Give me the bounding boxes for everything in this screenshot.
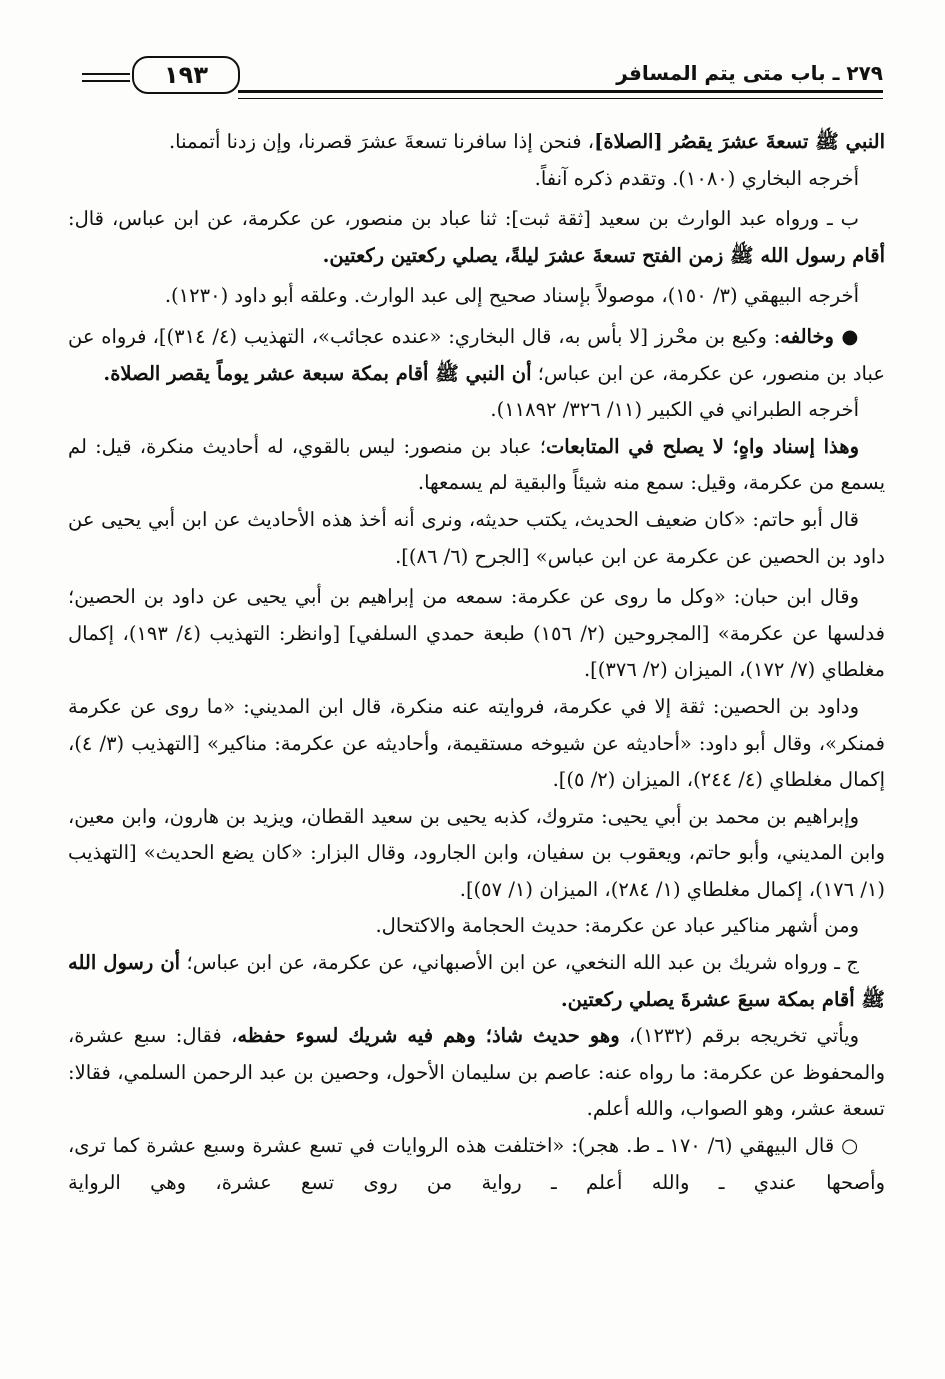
text-run: ويأتي تخريجه برقم (١٢٣٢)، [619, 1024, 859, 1048]
paragraph [68, 124, 885, 161]
text-run: ب ـ ورواه عبد الوارث بن سعيد [ثقة ثبت]: ثنا عباد بن منصور، عن عكرمة، عن ابن عباس، قال: [68, 207, 859, 231]
text-run: ج ـ ورواه شريك بن عبد الله النخعي، عن ابن الأصبهاني، عن عكرمة، عن ابن عباس؛ [180, 951, 860, 975]
paragraph [68, 161, 885, 198]
page-number: ١٩٣ [132, 56, 240, 94]
text-run: وإبراهيم بن محمد بن أبي يحيى: متروك، كذبه يحيى بن سعيد القطان، ويزيد بن هارون، وابن معين، وابن المديني، وأبو حاتم، ويعقوب بن سفيان، وابن الجارود، وقال البزار: «كان يضع الحديث» [التهذيب (١/ ١٧٦)، إكمال مغلطاي (١/ ٢٨٤)، الميزان (١/ ٥٧)]. [68, 804, 885, 901]
paragraph [68, 429, 885, 502]
bold-text: وهو حديث شاذ؛ وهم فيه شريك لسوء حفظه [237, 1024, 620, 1048]
page-header [82, 58, 883, 104]
bold-text: النبي ﷺ تسعةَ عشرَ يقصُر [الصلاة] [594, 130, 885, 153]
text-run: أخرجه الطبراني في الكبير (١١/ ٣٢٦/ ١١٨٩٢). [490, 398, 859, 422]
text-run: أخرجه البخاري (١٠٨٠). وتقدم ذكره آنفاً. [534, 166, 859, 190]
bold-text: أقام رسول الله ﷺ زمن الفتح تسعةَ عشرَ ليلةً، يصلي ركعتين ركعتين. [322, 243, 885, 267]
paragraph [68, 579, 885, 689]
paragraph [68, 392, 885, 429]
paragraph [68, 1018, 885, 1128]
bold-text: وهذا إسناد واهٍ؛ لا يصلح في المتابعات [545, 434, 859, 458]
header-rule-left [82, 73, 130, 82]
chapter-title: ٢٧٩ ـ باب متى يتم المسافر [616, 61, 883, 85]
text-run: قال أبو حاتم: «كان ضعيف الحديث، يكتب حديثه، ونرى أنه أخذ هذه الأحاديث عن ابن أبي يحيى عن داود بن الحصين عن عكرمة عن ابن عباس» [الجرح (٦/ ٨٦)]. [68, 507, 885, 568]
bold-text: أن النبي ﷺ أقام بمكة سبعة عشر يوماً يقصر الصلاة. [103, 361, 532, 385]
paragraph [68, 908, 885, 945]
text-run: ومن أشهر مناكير عباد عن عكرمة: حديث الحجامة والاكتحال. [375, 914, 859, 938]
text-run: وداود بن الحصين: ثقة إلا في عكرمة، فروايته عنه منكرة، قال ابن المديني: «ما روى عن عكرمة فمنكر»، وقال أبو داود: «أحاديثه عن شيوخه مستقيمة، وأحاديثه عن عكرمة: مناكير» [التهذيب (٣/ ٤)، إكمال مغلطاي (٤/ ٢٤٤)، الميزان (٢/ ٥)]. [68, 694, 885, 792]
header-rule [238, 90, 883, 99]
text-run: ○ قال البيهقي (٦/ ١٧٠ ـ ط. هجر): «اختلفت هذه الروايات في تسع عشرة وسبع عشرة كما ترى، وأصحها عندي ـ والله أعلم ـ رواية من روى تسع عشرة، وهي الرواية [68, 1134, 885, 1194]
text-run: : وكيع بن محْرز [لا بأس به، قال البخاري: «عنده عجائب»، التهذيب (٤/ ٣١٤)]، فرواه عن عباد بن منصور، عن عكرمة، عن ابن عباس؛ [68, 324, 885, 385]
body-text [68, 124, 885, 1201]
text-run: وقال ابن حبان: «وكل ما روى عن عكرمة: سمعه من إبراهيم بن أبي يحيى عن داود بن الحصين؛ فدلسها عن عكرمة» [المجروحين (٢/ ١٥٦) طبعة حمدي السلفي] [وانظر: التهذيب (٤/ ١٩٣)، إكمال مغلطاي (٧/ ١٧٢)، الميزان (٢/ ٣٧٦)]. [68, 585, 885, 682]
paragraph [68, 278, 885, 315]
paragraph [68, 689, 885, 799]
paragraph [68, 799, 885, 909]
paragraph [68, 502, 885, 575]
paragraph [68, 1128, 885, 1201]
paragraph [68, 945, 885, 1018]
text-run: أخرجه البيهقي (٣/ ١٥٠)، موصولاً بإسناد صحيح إلى عبد الوارث. وعلقه أبو داود (١٢٣٠). [164, 284, 859, 308]
paragraph [68, 201, 885, 274]
paragraph [68, 319, 885, 392]
text-run: ، فنحن إذا سافرنا تسعةَ عشرَ قصرنا، وإن زدنا أتممنا. [168, 130, 595, 153]
text-run: ، فقال: سبع عشرة، والمحفوظ عن عكرمة: ما رواه عنه: عاصم بن سليمان الأحول، وحصين بن عبد الرحمن السلمي، فقالا: تسعة عشر، وهو الصواب، والله أعلم. [68, 1024, 885, 1121]
bold-text: أن رسول الله ﷺ أقام بمكة سبعَ عشرةَ يصلي ركعتين. [68, 951, 885, 1011]
text-run: ؛ عباد بن منصور: ليس بالقوي، له أحاديث منكرة، قيل: لم يسمع من عكرمة، وقيل: سمع منه شيئاً والبقية لم يسمعها. [68, 434, 885, 495]
bold-text: ● وخالفه [780, 324, 859, 348]
